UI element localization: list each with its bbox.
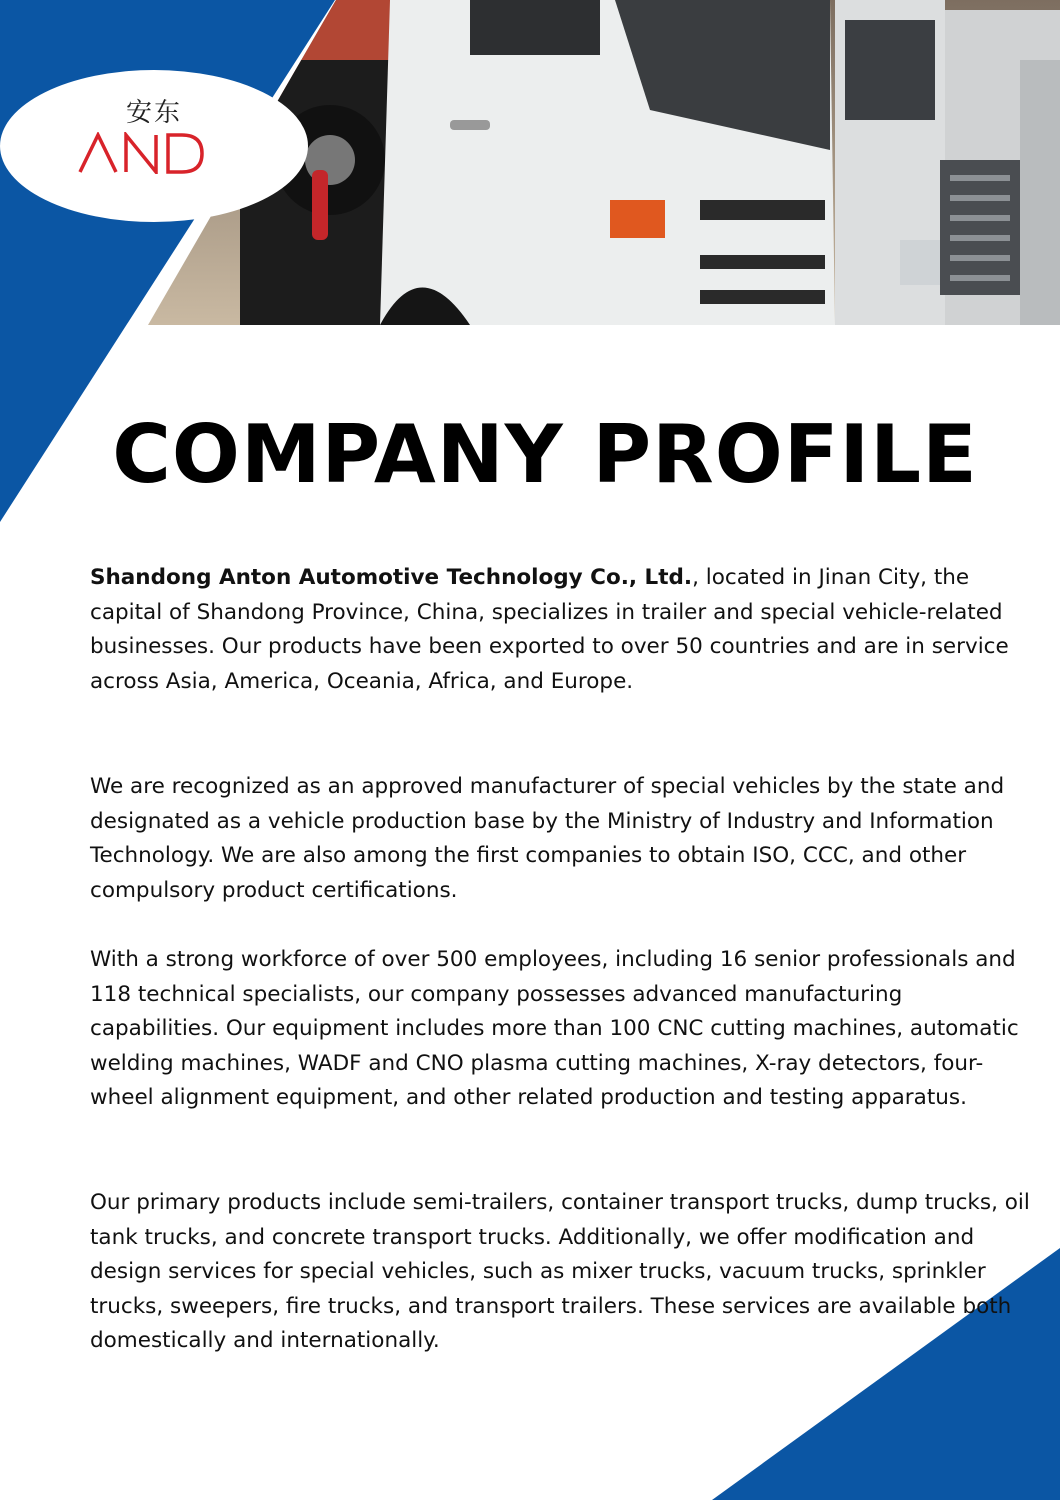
intro-paragraph <box>90 561 1035 699</box>
logo-chinese-text: 安东 <box>125 98 182 128</box>
intro-paragraph-text: , located in Jinan City, the capital of Shandong Province, China, specializes in trailer and special vehicle-related businesses. Our products have been exported to over 50 countries and are in service across Asia, America, Oceania, Africa, and Europe. <box>90 565 1009 694</box>
certification-paragraph: We are recognized as an approved manufacturer of special vehicles by the state and designated as a vehicle production base by the Ministry of Industry and Information Technology. We are also among the first companies to obtain ISO, CCC, and other compulsory product certifications. <box>90 774 1005 903</box>
products-paragraph: Our primary products include semi-trailers, container transport trucks, dump trucks, oil tank trucks, and concrete transport trucks. Additionally, we offer modification and design services for special vehicles, such as mixer trucks, vacuum trucks, sprinkler trucks, sweepers, fire trucks, and transport trailers. These services are available both domestically and internationally. <box>90 1190 1030 1353</box>
page-title: COMPANY PROFILE <box>112 408 978 501</box>
logo-and-wordmark <box>78 132 206 174</box>
company-logo <box>0 70 308 222</box>
company-name: Shandong Anton Automotive Technology Co., Ltd. <box>90 565 693 590</box>
workforce-paragraph: With a strong workforce of over 500 employees, including 16 senior professionals and 118 technical specialists, our company possesses advanced manufacturing capabilities. Our equipment includes more than 100 CNC cutting machines, automatic welding machines, WADF and CNO plasma cutting machines, X-ray detectors, four-wheel alignment equipment, and other related production and testing apparatus. <box>90 947 1019 1110</box>
